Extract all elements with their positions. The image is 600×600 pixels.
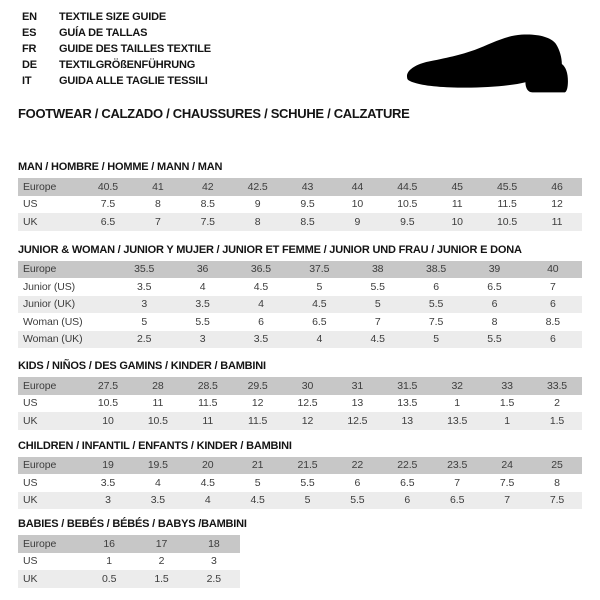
size-cell: 40.5 <box>97 180 118 193</box>
size-cell: 7 <box>454 476 461 489</box>
row-label: UK <box>23 494 38 507</box>
size-cell: 42 <box>201 180 214 193</box>
size-table-section-junior_woman <box>18 244 582 349</box>
size-cell: 32 <box>451 379 463 392</box>
size-cell: 7.5 <box>100 198 116 211</box>
size-cell: 19 <box>102 459 114 472</box>
size-cell: 38.5 <box>426 263 447 276</box>
size-cell: 33 <box>501 379 513 392</box>
size-cell: 28 <box>152 379 164 392</box>
size-cell: 1 <box>504 414 510 427</box>
size-cell: 39 <box>488 263 501 276</box>
language-code: DE <box>22 59 37 71</box>
size-cell: 3.5 <box>100 476 116 489</box>
size-cell: 23.5 <box>447 459 468 472</box>
size-cell: 1.5 <box>154 572 169 585</box>
row-label: Woman (UK) <box>23 333 83 346</box>
size-cell: 3 <box>141 298 148 311</box>
size-cell: 4 <box>154 476 161 489</box>
table-row <box>18 178 582 196</box>
size-cell: 4 <box>204 494 211 507</box>
size-cell: 13 <box>401 414 414 427</box>
row-label: Europe <box>23 379 57 392</box>
size-cell: 45 <box>451 180 463 193</box>
size-cell: 11 <box>451 198 463 211</box>
size-table-section-man <box>18 161 582 231</box>
table-row <box>18 395 582 413</box>
row-label: Europe <box>23 459 57 472</box>
size-cell: 11 <box>152 397 164 410</box>
size-cell: 44 <box>351 180 364 193</box>
size-table-kids <box>18 377 582 430</box>
size-cell: 7.5 <box>200 215 215 228</box>
size-table-title: KIDS / NIÑOS / DES GAMINS / KINDER / BAMBINI <box>18 360 266 372</box>
size-cell: 6 <box>258 315 264 328</box>
size-cell: 1.5 <box>499 397 515 410</box>
size-cell: 5.5 <box>350 494 365 507</box>
size-cell: 8.5 <box>545 315 560 328</box>
size-cell: 5.5 <box>195 315 210 328</box>
size-cell: 18 <box>208 537 220 550</box>
size-cell: 5 <box>433 333 439 346</box>
size-cell: 7 <box>154 215 161 228</box>
size-cell: 11.5 <box>198 397 218 410</box>
size-cell: 43 <box>301 180 314 193</box>
size-cell: 17 <box>155 537 168 550</box>
size-cell: 5.5 <box>428 298 444 311</box>
language-row-en <box>18 9 582 25</box>
size-cell: 7.5 <box>499 476 515 489</box>
size-cell: 1 <box>454 397 461 410</box>
size-cell: 35.5 <box>134 263 155 276</box>
size-cell: 6 <box>404 494 411 507</box>
size-cell: 3.5 <box>195 298 210 311</box>
size-cell: 6.5 <box>312 315 327 328</box>
size-cell: 6.5 <box>487 280 502 293</box>
size-cell: 2 <box>158 555 165 568</box>
size-cell: 6 <box>433 280 439 293</box>
size-cell: 19.5 <box>147 459 168 472</box>
size-cell: 7.5 <box>428 315 444 328</box>
size-cell: 11.5 <box>497 198 517 211</box>
size-cell: 12 <box>301 414 314 427</box>
row-label: US <box>23 555 38 568</box>
size-cell: 7 <box>504 494 510 507</box>
language-code: ES <box>22 27 37 39</box>
size-table-man <box>18 178 582 231</box>
size-cell: 4 <box>199 280 206 293</box>
size-cell: 5.5 <box>487 333 502 346</box>
size-cell: 41 <box>152 180 164 193</box>
size-cell: 4 <box>316 333 323 346</box>
row-label: Europe <box>23 263 57 276</box>
size-cell: 8.5 <box>300 215 315 228</box>
size-cell: 13.5 <box>397 397 418 410</box>
size-cell: 6 <box>354 476 361 489</box>
language-label: GUIDE DES TAILLES TEXTILE <box>59 43 211 55</box>
size-cell: 40 <box>547 263 559 276</box>
row-label: US <box>23 476 38 489</box>
size-cell: 46 <box>551 180 563 193</box>
size-cell: 3 <box>105 494 111 507</box>
size-cell: 11 <box>551 215 563 228</box>
size-cell: 12 <box>251 397 264 410</box>
size-tables <box>18 161 582 588</box>
table-row <box>18 474 582 492</box>
size-cell: 5 <box>374 298 381 311</box>
language-code: IT <box>22 75 32 87</box>
size-cell: 21 <box>251 459 264 472</box>
row-label: Woman (US) <box>23 315 83 328</box>
size-table-junior_woman <box>18 261 582 349</box>
size-cell: 31.5 <box>397 379 418 392</box>
table-row <box>18 412 582 430</box>
size-cell: 1 <box>106 555 113 568</box>
size-cell: 6 <box>549 333 556 346</box>
table-row <box>18 570 240 588</box>
size-cell: 10.5 <box>97 397 118 410</box>
row-label: Europe <box>23 180 57 193</box>
language-label: TEXTILGRÖßENFÜHRUNG <box>59 59 196 71</box>
size-cell: 6 <box>549 298 556 311</box>
table-row <box>18 377 582 395</box>
size-cell: 27.5 <box>97 379 118 392</box>
size-cell: 7 <box>549 280 556 293</box>
size-cell: 10 <box>451 215 463 228</box>
language-label: GUÍA DE TALLAS <box>59 27 148 39</box>
size-cell: 6 <box>491 298 498 311</box>
size-cell: 3 <box>210 555 217 568</box>
table-row <box>18 331 582 349</box>
table-row <box>18 296 582 314</box>
size-cell: 9 <box>354 215 361 228</box>
size-cell: 24 <box>501 459 513 472</box>
row-label: UK <box>23 215 38 228</box>
size-table-section-kids <box>18 360 582 430</box>
size-cell: 6.5 <box>100 215 116 228</box>
size-cell: 5 <box>141 315 148 328</box>
size-cell: 4.5 <box>370 333 385 346</box>
size-cell: 5.5 <box>300 476 315 489</box>
size-table-title: BABIES / BEBÉS / BÉBÉS / BABYS /BAMBINI <box>18 518 247 530</box>
size-table-section-children <box>18 440 582 510</box>
size-cell: 8 <box>254 215 261 228</box>
dress-shoe-silhouette <box>402 30 574 100</box>
size-cell: 3 <box>199 333 206 346</box>
size-cell: 8 <box>154 198 161 211</box>
size-cell: 6.5 <box>450 494 465 507</box>
size-cell: 10 <box>351 198 364 211</box>
size-cell: 20 <box>201 459 214 472</box>
row-label: US <box>23 397 38 410</box>
row-label: Europe <box>23 537 57 550</box>
size-cell: 3.5 <box>253 333 269 346</box>
size-cell: 4 <box>258 298 264 311</box>
language-label: GUIDA ALLE TAGLIE TESSILI <box>59 75 208 87</box>
size-cell: 36 <box>196 263 209 276</box>
size-cell: 45.5 <box>497 180 518 193</box>
row-label: UK <box>23 572 38 585</box>
category-title: FOOTWEAR / CALZADO / CHAUSSURES / SCHUHE / CALZATURE <box>18 106 410 121</box>
size-cell: 28.5 <box>197 379 218 392</box>
size-cell: 29.5 <box>247 379 268 392</box>
size-cell: 9.5 <box>400 215 415 228</box>
size-cell: 25 <box>551 459 563 472</box>
row-label: Junior (UK) <box>23 298 75 311</box>
size-cell: 10.5 <box>497 215 518 228</box>
size-cell: 13.5 <box>447 414 468 427</box>
table-row <box>18 213 582 231</box>
table-row <box>18 553 240 571</box>
size-cell: 13 <box>351 397 364 410</box>
size-cell: 5 <box>316 280 323 293</box>
size-cell: 10 <box>102 414 114 427</box>
size-cell: 3.5 <box>137 280 152 293</box>
size-cell: 2.5 <box>206 572 221 585</box>
size-cell: 9 <box>254 198 261 211</box>
table-row <box>18 492 582 510</box>
size-cell: 8 <box>491 315 498 328</box>
size-cell: 1.5 <box>549 414 565 427</box>
size-cell: 3.5 <box>150 494 165 507</box>
size-cell: 10.5 <box>147 414 168 427</box>
size-cell: 0.5 <box>102 572 117 585</box>
size-cell: 21.5 <box>297 459 318 472</box>
size-cell: 12 <box>551 198 563 211</box>
size-cell: 38 <box>371 263 384 276</box>
size-table-babies <box>18 535 240 588</box>
size-cell: 12.5 <box>297 397 318 410</box>
size-cell: 6.5 <box>400 476 415 489</box>
table-row <box>18 278 582 296</box>
table-row <box>18 457 582 475</box>
size-cell: 22 <box>351 459 364 472</box>
size-cell: 33.5 <box>546 379 568 392</box>
size-cell: 4.5 <box>312 298 327 311</box>
size-cell: 5.5 <box>370 280 385 293</box>
language-code: EN <box>22 11 37 23</box>
size-cell: 7 <box>374 315 381 328</box>
size-cell: 30 <box>301 379 314 392</box>
size-cell: 10.5 <box>397 198 418 211</box>
size-cell: 4.5 <box>200 476 215 489</box>
size-cell: 22.5 <box>397 459 418 472</box>
size-cell: 9.5 <box>300 198 315 211</box>
size-cell: 8.5 <box>200 198 215 211</box>
size-cell: 2 <box>554 397 560 410</box>
size-cell: 5 <box>304 494 311 507</box>
size-table-section-babies <box>18 518 582 588</box>
language-label: TEXTILE SIZE GUIDE <box>59 11 167 23</box>
size-cell: 11 <box>202 414 214 427</box>
table-row <box>18 313 582 331</box>
size-table-children <box>18 457 582 510</box>
size-cell: 5 <box>254 476 261 489</box>
size-cell: 16 <box>103 537 115 550</box>
size-cell: 12.5 <box>347 414 368 427</box>
size-cell: 7.5 <box>549 494 565 507</box>
size-table-title: CHILDREN / INFANTIL / ENFANTS / KINDER / BAMBINI <box>18 439 292 452</box>
size-cell: 42.5 <box>247 180 268 193</box>
size-cell: 37.5 <box>309 263 330 276</box>
row-label: US <box>23 198 38 211</box>
size-table-title: MAN / HOMBRE / HOMME / MANN / MAN <box>18 161 223 173</box>
size-cell: 2.5 <box>137 333 152 346</box>
size-cell: 44.5 <box>397 180 418 193</box>
size-cell: 4.5 <box>250 494 265 507</box>
table-row <box>18 261 582 279</box>
size-cell: 4.5 <box>253 280 269 293</box>
row-label: Junior (US) <box>23 280 75 293</box>
size-table-title: JUNIOR & WOMAN / JUNIOR Y MUJER / JUNIOR ET FEMME / JUNIOR UND FRAU / JUNIOR E DONA <box>18 243 522 256</box>
size-cell: 36.5 <box>250 263 271 276</box>
shoe-icon <box>402 30 574 100</box>
size-cell: 31 <box>351 379 364 392</box>
size-cell: 8 <box>554 476 560 489</box>
size-cell: 11.5 <box>247 414 268 427</box>
table-row <box>18 196 582 214</box>
row-label: UK <box>23 414 38 427</box>
table-row <box>18 535 240 553</box>
language-code: FR <box>22 43 37 55</box>
